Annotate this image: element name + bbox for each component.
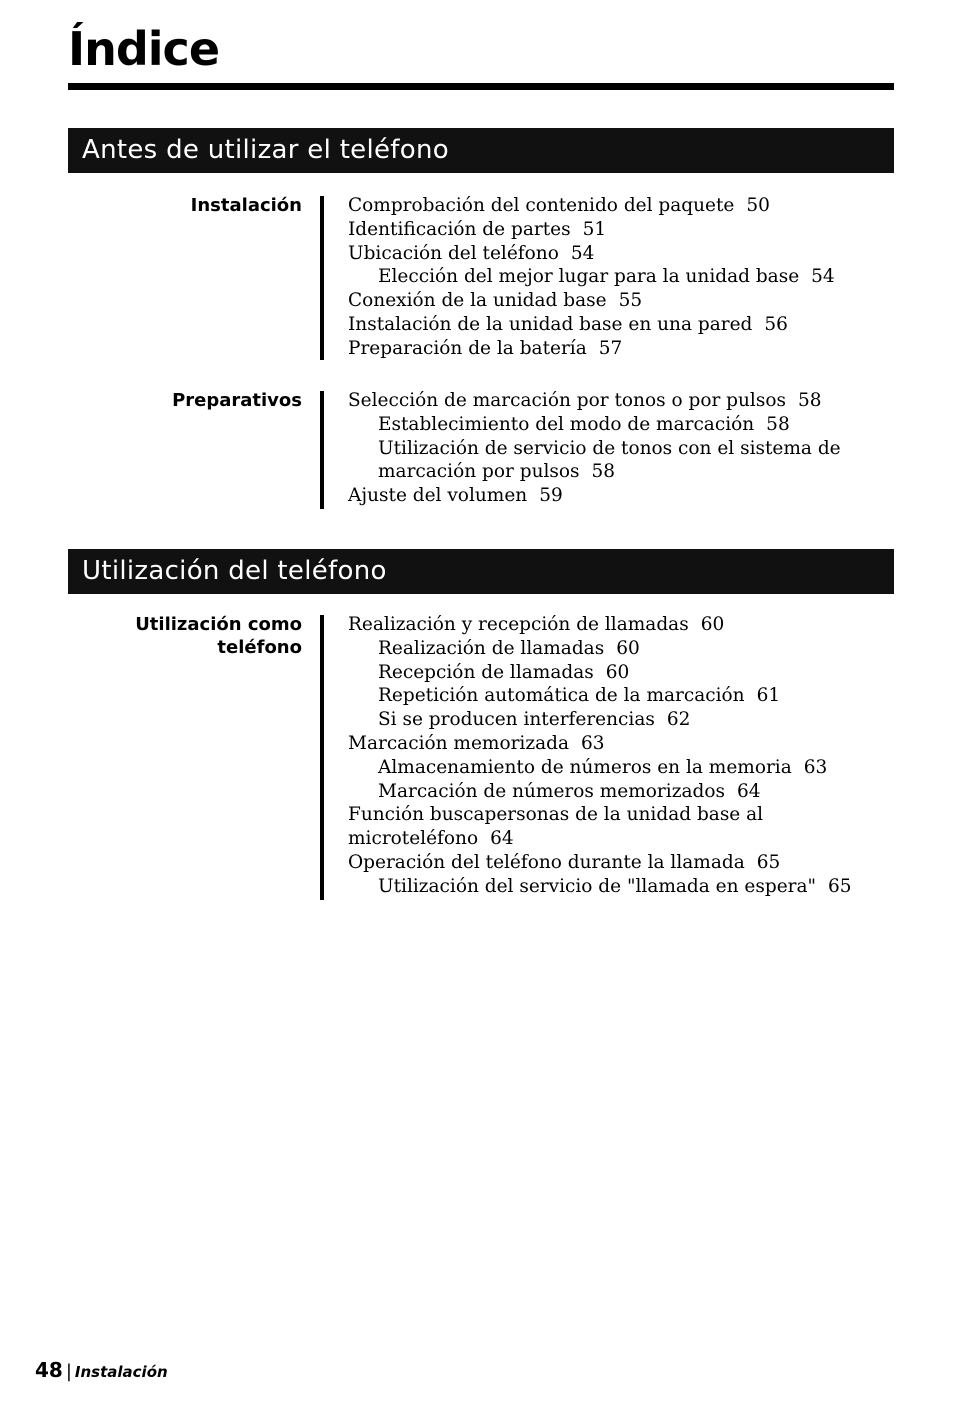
entry-text: Marcación memorizada [348, 732, 569, 754]
toc-entry[interactable] [348, 851, 888, 875]
toc-entry[interactable] [348, 194, 888, 218]
entry-page: 61 [756, 685, 781, 707]
group-label: Preparativos [172, 390, 302, 411]
entry-text: Identificación de partes [348, 218, 571, 240]
entry-text: Establecimiento del modo de marcación [378, 413, 755, 435]
group-rule [320, 391, 324, 509]
footer-separator: | [65, 1361, 72, 1382]
entry-text: Ajuste del volumen [348, 485, 528, 507]
entry-text: Realización y recepción de llamadas [348, 614, 689, 635]
entry-page: 65 [756, 851, 781, 873]
entry-text: Función buscapersonas de la unidad base al microteléfono [348, 804, 764, 850]
title-rule [68, 83, 894, 90]
entry-page: 55 [618, 290, 643, 312]
entry-page: 63 [803, 756, 828, 778]
toc-entry[interactable] [348, 389, 888, 413]
section-heading-antes: Antes de utilizar el teléfono [68, 128, 894, 173]
toc-subentry[interactable] [348, 875, 888, 899]
entry-page: 59 [539, 485, 563, 507]
entry-page: 58 [797, 390, 822, 411]
toc-subentry[interactable] [348, 708, 888, 732]
page-title: Índice [68, 22, 220, 76]
entry-page: 54 [811, 266, 835, 288]
entry-text: Recepción de llamadas [378, 661, 594, 683]
toc-entry[interactable] [348, 484, 888, 508]
toc-subentry[interactable] [348, 437, 858, 485]
group-label: Instalación [190, 195, 302, 216]
toc-entry[interactable] [348, 313, 888, 337]
entry-text: Si se producen interferencias [378, 709, 655, 731]
entry-page: 51 [582, 218, 607, 240]
entry-text: Instalación de la unidad base en una pared [348, 313, 753, 335]
group-rule [320, 615, 324, 900]
section-heading-utilizacion: Utilización del teléfono [68, 549, 894, 594]
entry-page: 63 [581, 732, 605, 754]
entry-text: Preparación de la batería [348, 337, 587, 359]
toc-entry[interactable] [348, 613, 888, 637]
toc-subentry[interactable] [348, 684, 888, 708]
entry-page: 60 [616, 637, 640, 659]
entry-text: Ubicación del teléfono [348, 242, 559, 264]
entry-text: Marcación de números memorizados [378, 780, 725, 802]
toc-subentry[interactable] [348, 413, 888, 437]
entry-page: 64 [490, 828, 514, 850]
entry-page: 56 [764, 313, 788, 335]
entry-text: Comprobación del contenido del paquete [348, 195, 735, 216]
entry-page: 54 [570, 242, 595, 264]
entry-page: 62 [666, 709, 691, 731]
entry-page: 60 [700, 614, 725, 635]
toc-entry[interactable] [348, 803, 868, 851]
page-footer [35, 1358, 168, 1382]
footer-section-name: Instalación [74, 1363, 168, 1381]
entry-page: 50 [746, 195, 770, 216]
entry-text: Utilización del servicio de "llamada en espera" [378, 875, 817, 897]
entry-page: 58 [591, 461, 616, 483]
toc-entry[interactable] [348, 242, 888, 266]
entry-text: Almacenamiento de números en la memoria [378, 756, 792, 778]
entry-page: 64 [736, 780, 761, 802]
entry-text: Utilización de servicio de tonos con el sistema de marcación por pulsos [378, 437, 841, 483]
toc-entry[interactable] [348, 289, 888, 313]
toc-subentry[interactable] [348, 756, 888, 780]
toc-entry[interactable] [348, 218, 888, 242]
toc-subentry[interactable] [348, 265, 888, 289]
entry-page: 65 [828, 875, 852, 897]
entry-page: 60 [605, 661, 630, 683]
toc-subentry[interactable] [348, 661, 888, 685]
entry-text: Conexión de la unidad base [348, 290, 607, 312]
group-rule [320, 196, 324, 360]
entry-text: Repetición automática de la marcación [378, 685, 745, 707]
toc-subentry[interactable] [348, 780, 888, 804]
entry-list [348, 389, 888, 508]
entry-list [348, 613, 888, 899]
entry-text: Realización de llamadas [378, 637, 605, 659]
group-label: Utilización como teléfono [135, 614, 302, 658]
entry-list [348, 194, 888, 361]
toc-subentry[interactable] [348, 637, 888, 661]
entry-text: Selección de marcación por tonos o por pulsos [348, 390, 786, 411]
footer-page-number: 48 [35, 1358, 63, 1382]
entry-text: Elección del mejor lugar para la unidad base [378, 266, 800, 288]
toc-entry[interactable] [348, 732, 888, 756]
entry-page: 58 [766, 413, 790, 435]
entry-text: Operación del teléfono durante la llamada [348, 851, 745, 873]
toc-entry[interactable] [348, 337, 888, 361]
entry-page: 57 [598, 337, 623, 359]
